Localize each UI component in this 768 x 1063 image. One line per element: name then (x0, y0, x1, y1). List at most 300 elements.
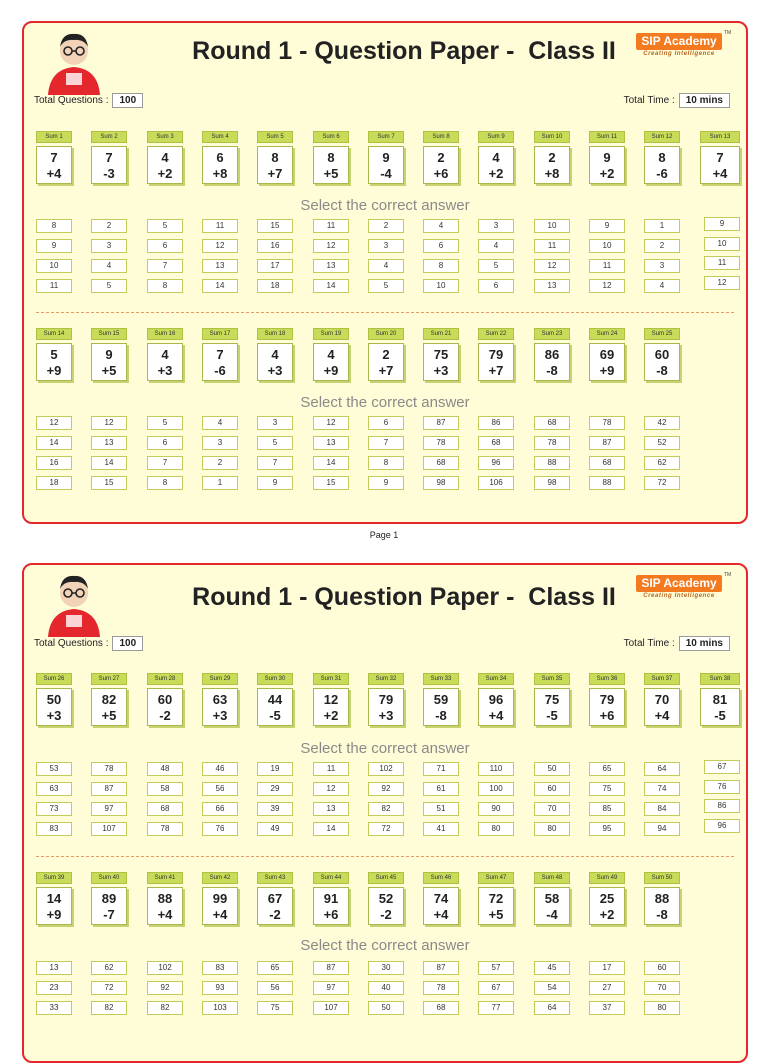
answer-option[interactable]: 3 (644, 259, 680, 273)
answer-option[interactable]: 10 (704, 237, 740, 251)
sum-label: Sum 13 (700, 131, 740, 143)
answer-option[interactable]: 23 (36, 981, 72, 995)
answer-option[interactable]: 7 (257, 456, 293, 470)
answer-option[interactable]: 14 (91, 456, 127, 470)
answer-option[interactable]: 9 (589, 219, 625, 233)
answer-option[interactable]: 72 (644, 476, 680, 490)
sum-first-number: 8 (271, 150, 279, 165)
answer-option[interactable]: 9 (36, 239, 72, 253)
answer-option[interactable]: 52 (644, 436, 680, 450)
answer-option[interactable]: 76 (202, 822, 238, 836)
sum-problem (368, 146, 404, 184)
sum-label: Sum 1 (36, 131, 72, 143)
answer-option[interactable]: 17 (589, 961, 625, 975)
answer-option[interactable]: 70 (534, 802, 570, 816)
sum-first-number: 60 (157, 692, 173, 707)
sum-operation: -5 (714, 708, 726, 723)
answer-option[interactable]: 13 (534, 279, 570, 293)
answer-option[interactable]: 9 (257, 476, 293, 490)
answer-option[interactable]: 50 (534, 762, 570, 776)
sum-problem (423, 146, 459, 184)
answer-option[interactable]: 68 (534, 416, 570, 430)
answer-option[interactable]: 56 (202, 782, 238, 796)
answer-option[interactable]: 5 (91, 279, 127, 293)
sum-operation: +2 (599, 907, 615, 922)
sum-card-2-6 (313, 328, 349, 381)
sum-operation: -4 (380, 166, 392, 181)
sum-label: Sum 12 (644, 131, 680, 143)
sum-problem (202, 343, 238, 381)
sum-problem (368, 688, 404, 726)
total-questions-value: 100 (112, 636, 143, 651)
sum-operation: +3 (267, 363, 283, 378)
answer-option[interactable]: 11 (534, 239, 570, 253)
answer-option[interactable]: 68 (478, 436, 514, 450)
sum-first-number: 4 (161, 347, 169, 362)
sum-card-2-11 (589, 328, 625, 381)
answer-option[interactable]: 80 (478, 822, 514, 836)
answer-option[interactable]: 8 (147, 476, 183, 490)
sum-first-number: 99 (212, 891, 228, 906)
answer-option[interactable]: 4 (91, 259, 127, 273)
answer-option[interactable]: 8 (423, 259, 459, 273)
answer-option[interactable]: 16 (257, 239, 293, 253)
sum-problem (91, 887, 127, 925)
answer-option[interactable]: 12 (313, 239, 349, 253)
sum-operation: -5 (269, 708, 281, 723)
sum-label: Sum 35 (534, 673, 570, 685)
logo-trademark: TM (724, 572, 732, 578)
sum-first-number: 6 (216, 150, 224, 165)
answer-option[interactable]: 87 (313, 961, 349, 975)
answer-option[interactable]: 7 (147, 456, 183, 470)
sum-label: Sum 50 (644, 872, 680, 884)
sum-card-1-10 (534, 131, 570, 184)
sum-label: Sum 32 (368, 673, 404, 685)
sum-label: Sum 43 (257, 872, 293, 884)
answer-option[interactable]: 29 (257, 782, 293, 796)
answer-option[interactable]: 92 (147, 981, 183, 995)
sum-operation: -2 (159, 708, 171, 723)
answer-option[interactable]: 83 (36, 822, 72, 836)
sum-first-number: 2 (437, 150, 445, 165)
answer-option[interactable]: 60 (644, 961, 680, 975)
answer-option[interactable]: 5 (147, 219, 183, 233)
answer-option[interactable]: 10 (589, 239, 625, 253)
total-questions (34, 636, 143, 651)
answer-option[interactable]: 45 (534, 961, 570, 975)
answer-option[interactable]: 12 (534, 259, 570, 273)
answer-option[interactable]: 78 (534, 436, 570, 450)
answer-option[interactable]: 17 (257, 259, 293, 273)
answer-option[interactable]: 27 (589, 981, 625, 995)
sum-problem (368, 887, 404, 925)
sum-card-1-9 (478, 131, 514, 184)
sum-problem (91, 688, 127, 726)
answer-option[interactable]: 18 (257, 279, 293, 293)
answer-option[interactable]: 76 (704, 780, 740, 794)
sum-operation: +5 (323, 166, 339, 181)
sum-first-number: 4 (327, 347, 335, 362)
sum-problem (644, 887, 680, 925)
answer-option[interactable]: 13 (202, 259, 238, 273)
answer-option[interactable]: 68 (423, 456, 459, 470)
answer-option[interactable]: 6 (368, 416, 404, 430)
answer-option[interactable]: 56 (257, 981, 293, 995)
answer-option[interactable]: 70 (644, 981, 680, 995)
answer-option[interactable]: 42 (644, 416, 680, 430)
sum-operation: +9 (323, 363, 339, 378)
sum-card-1-1 (36, 131, 72, 184)
sum-label: Sum 8 (423, 131, 459, 143)
answer-option[interactable]: 13 (313, 802, 349, 816)
sum-label: Sum 2 (91, 131, 127, 143)
answer-option[interactable]: 68 (423, 1001, 459, 1015)
answer-option[interactable]: 78 (423, 436, 459, 450)
sum-card-1-13 (700, 131, 740, 184)
answer-option[interactable]: 63 (36, 782, 72, 796)
answer-option[interactable]: 74 (644, 782, 680, 796)
answer-option[interactable]: 65 (589, 762, 625, 776)
sum-card-3-13 (700, 673, 740, 726)
answer-option[interactable]: 14 (313, 279, 349, 293)
answer-option[interactable]: 12 (91, 416, 127, 430)
answer-option[interactable]: 88 (589, 476, 625, 490)
answer-option[interactable]: 87 (423, 961, 459, 975)
answer-option[interactable]: 14 (202, 279, 238, 293)
answer-option[interactable]: 39 (257, 802, 293, 816)
answer-option[interactable]: 61 (423, 782, 459, 796)
answer-option[interactable]: 107 (91, 822, 127, 836)
answer-option[interactable]: 98 (534, 476, 570, 490)
sum-first-number: 12 (323, 692, 339, 707)
sum-card-4-1 (36, 872, 72, 925)
answer-option[interactable]: 60 (534, 782, 570, 796)
sum-label: Sum 20 (368, 328, 404, 340)
sum-label: Sum 39 (36, 872, 72, 884)
answer-option[interactable]: 67 (478, 981, 514, 995)
total-time-label: Total Time : (623, 638, 675, 649)
sum-label: Sum 23 (534, 328, 570, 340)
answer-option[interactable]: 102 (147, 961, 183, 975)
answer-option[interactable]: 2 (91, 219, 127, 233)
sum-label: Sum 47 (478, 872, 514, 884)
answer-option[interactable]: 102 (368, 762, 404, 776)
answer-option[interactable]: 82 (91, 1001, 127, 1015)
answer-option[interactable]: 10 (534, 219, 570, 233)
logo-tagline: Creating Intelligence (643, 51, 715, 57)
answer-option[interactable]: 87 (91, 782, 127, 796)
sum-problem (478, 688, 514, 726)
answer-option[interactable]: 3 (257, 416, 293, 430)
answer-option[interactable]: 4 (478, 239, 514, 253)
answer-option[interactable]: 75 (257, 1001, 293, 1015)
answer-option[interactable]: 80 (644, 1001, 680, 1015)
logo-name: SIP Academy (636, 33, 722, 50)
answer-option[interactable]: 8 (36, 219, 72, 233)
answer-option[interactable]: 96 (478, 456, 514, 470)
sum-first-number: 9 (105, 347, 113, 362)
sum-problem (368, 343, 404, 381)
answer-option[interactable]: 87 (589, 436, 625, 450)
answer-option[interactable]: 107 (313, 1001, 349, 1015)
answer-option[interactable]: 50 (368, 1001, 404, 1015)
answer-option[interactable]: 14 (36, 436, 72, 450)
answer-option[interactable]: 93 (202, 981, 238, 995)
answer-option[interactable]: 64 (534, 1001, 570, 1015)
answer-option[interactable]: 106 (478, 476, 514, 490)
answer-option[interactable]: 5 (478, 259, 514, 273)
answer-option[interactable]: 51 (423, 802, 459, 816)
answer-option[interactable]: 5 (257, 436, 293, 450)
answer-option[interactable]: 77 (478, 1001, 514, 1015)
sum-problem (589, 887, 625, 925)
answer-option[interactable]: 5 (368, 279, 404, 293)
answer-option[interactable]: 40 (368, 981, 404, 995)
answer-option[interactable]: 94 (644, 822, 680, 836)
answer-option[interactable]: 72 (368, 822, 404, 836)
sum-first-number: 8 (327, 150, 335, 165)
answer-option[interactable]: 1 (644, 219, 680, 233)
answer-option[interactable]: 6 (423, 239, 459, 253)
answer-option[interactable]: 95 (589, 822, 625, 836)
sum-first-number: 70 (654, 692, 670, 707)
sum-card-4-11 (589, 872, 625, 925)
sum-first-number: 2 (548, 150, 556, 165)
answer-option[interactable]: 98 (423, 476, 459, 490)
answer-option[interactable]: 37 (589, 1001, 625, 1015)
answer-option[interactable]: 88 (534, 456, 570, 470)
sum-card-2-10 (534, 328, 570, 381)
sum-operation: +2 (488, 166, 504, 181)
answer-option[interactable]: 11 (704, 256, 740, 270)
answer-option[interactable]: 14 (313, 822, 349, 836)
sum-operation: +8 (544, 166, 560, 181)
answer-option[interactable]: 4 (202, 416, 238, 430)
answer-option[interactable]: 78 (147, 822, 183, 836)
answer-option[interactable]: 97 (91, 802, 127, 816)
sum-operation: -2 (269, 907, 281, 922)
answer-option[interactable]: 92 (368, 782, 404, 796)
answer-option[interactable]: 3 (91, 239, 127, 253)
answer-option[interactable]: 3 (478, 219, 514, 233)
answer-option[interactable]: 3 (368, 239, 404, 253)
answer-option[interactable]: 13 (36, 961, 72, 975)
answer-option[interactable]: 11 (313, 762, 349, 776)
answer-option[interactable]: 110 (478, 762, 514, 776)
answer-option[interactable]: 6 (147, 239, 183, 253)
answer-option[interactable]: 96 (704, 819, 740, 833)
answer-option[interactable]: 11 (202, 219, 238, 233)
answer-option[interactable]: 10 (423, 279, 459, 293)
answer-option[interactable]: 18 (36, 476, 72, 490)
answer-option[interactable]: 68 (589, 456, 625, 470)
answer-option[interactable]: 7 (147, 259, 183, 273)
answer-option[interactable]: 12 (589, 279, 625, 293)
sum-first-number: 7 (105, 150, 113, 165)
answer-option[interactable]: 68 (147, 802, 183, 816)
answer-option[interactable]: 33 (36, 1001, 72, 1015)
sum-problem (36, 343, 72, 381)
answer-option[interactable]: 62 (91, 961, 127, 975)
answer-option[interactable]: 2 (644, 239, 680, 253)
answer-option[interactable]: 5 (147, 416, 183, 430)
sum-operation: +2 (157, 166, 173, 181)
answer-option[interactable]: 12 (202, 239, 238, 253)
sum-label: Sum 46 (423, 872, 459, 884)
sum-operation: +8 (212, 166, 228, 181)
answer-option[interactable]: 87 (423, 416, 459, 430)
sum-problem (147, 146, 183, 184)
section-divider (36, 312, 734, 313)
sum-first-number: 82 (101, 692, 117, 707)
sum-problem (478, 887, 514, 925)
answer-option[interactable]: 72 (91, 981, 127, 995)
sum-label: Sum 27 (91, 673, 127, 685)
answer-option[interactable]: 9 (704, 217, 740, 231)
answer-option[interactable]: 57 (478, 961, 514, 975)
answer-option[interactable]: 85 (589, 802, 625, 816)
answer-option[interactable]: 6 (147, 436, 183, 450)
answer-option[interactable]: 54 (534, 981, 570, 995)
sum-card-1-8 (423, 131, 459, 184)
answer-option[interactable]: 7 (368, 436, 404, 450)
sum-first-number: 7 (216, 347, 224, 362)
select-answer-heading: Select the correct answer (300, 197, 470, 214)
section-divider (36, 856, 734, 857)
total-time-value: 10 mins (679, 636, 730, 651)
answer-option[interactable]: 83 (202, 961, 238, 975)
answer-option[interactable]: 86 (478, 416, 514, 430)
sum-label: Sum 5 (257, 131, 293, 143)
answer-option[interactable]: 1 (202, 476, 238, 490)
sum-label: Sum 11 (589, 131, 625, 143)
answer-option[interactable]: 71 (423, 762, 459, 776)
answer-option[interactable]: 66 (202, 802, 238, 816)
answer-option[interactable]: 48 (147, 762, 183, 776)
answer-option[interactable]: 49 (257, 822, 293, 836)
answer-option[interactable]: 67 (704, 760, 740, 774)
answer-option[interactable]: 13 (91, 436, 127, 450)
answer-option[interactable]: 62 (644, 456, 680, 470)
mascot-icon (38, 567, 110, 637)
answer-option[interactable]: 46 (202, 762, 238, 776)
answer-option[interactable]: 2 (368, 219, 404, 233)
answer-option[interactable]: 12 (704, 276, 740, 290)
answer-option[interactable]: 6 (478, 279, 514, 293)
sum-problem (589, 688, 625, 726)
sum-card-1-4 (202, 131, 238, 184)
answer-option[interactable]: 12 (36, 416, 72, 430)
answer-option[interactable]: 30 (368, 961, 404, 975)
answer-option[interactable]: 64 (644, 762, 680, 776)
answer-option[interactable]: 12 (313, 416, 349, 430)
answer-option[interactable]: 4 (423, 219, 459, 233)
answer-option[interactable]: 41 (423, 822, 459, 836)
answer-option[interactable]: 11 (313, 219, 349, 233)
sum-first-number: 75 (433, 347, 449, 362)
answer-option[interactable]: 53 (36, 762, 72, 776)
answer-option[interactable]: 9 (368, 476, 404, 490)
total-questions-label: Total Questions : (34, 95, 109, 106)
sum-operation: +6 (323, 907, 339, 922)
answer-option[interactable]: 82 (147, 1001, 183, 1015)
total-time-value: 10 mins (679, 93, 730, 108)
sum-label: Sum 42 (202, 872, 238, 884)
sum-card-2-5 (257, 328, 293, 381)
sum-operation: +4 (488, 708, 504, 723)
answer-option[interactable]: 80 (534, 822, 570, 836)
sum-first-number: 8 (658, 150, 666, 165)
answer-option[interactable]: 100 (478, 782, 514, 796)
sum-first-number: 88 (157, 891, 173, 906)
answer-option[interactable]: 8 (147, 279, 183, 293)
answer-option[interactable]: 58 (147, 782, 183, 796)
logo-name: SIP Academy (636, 575, 722, 592)
answer-option[interactable]: 86 (704, 799, 740, 813)
sum-problem (478, 146, 514, 184)
answer-option[interactable]: 10 (36, 259, 72, 273)
answer-option[interactable]: 84 (644, 802, 680, 816)
answer-option[interactable]: 78 (423, 981, 459, 995)
total-questions-label: Total Questions : (34, 638, 109, 649)
sum-first-number: 9 (382, 150, 390, 165)
answer-option[interactable]: 15 (91, 476, 127, 490)
answer-option[interactable]: 11 (36, 279, 72, 293)
sum-label: Sum 10 (534, 131, 570, 143)
answer-option[interactable]: 97 (313, 981, 349, 995)
answer-option[interactable]: 65 (257, 961, 293, 975)
answer-option[interactable]: 2 (202, 456, 238, 470)
sum-card-1-6 (313, 131, 349, 184)
logo-trademark: TM (724, 30, 732, 36)
answer-option[interactable]: 16 (36, 456, 72, 470)
sum-first-number: 67 (267, 891, 283, 906)
answer-option[interactable]: 19 (257, 762, 293, 776)
sum-first-number: 44 (267, 692, 283, 707)
sum-problem (257, 887, 293, 925)
sum-card-4-5 (257, 872, 293, 925)
answer-option[interactable]: 4 (644, 279, 680, 293)
answer-option[interactable]: 15 (257, 219, 293, 233)
answer-option[interactable]: 78 (589, 416, 625, 430)
answer-option[interactable]: 75 (589, 782, 625, 796)
answer-option[interactable]: 13 (313, 436, 349, 450)
answer-option[interactable]: 103 (202, 1001, 238, 1015)
sum-problem (423, 343, 459, 381)
answer-option[interactable]: 4 (368, 259, 404, 273)
sum-problem (257, 146, 293, 184)
question-paper-page-2 (22, 563, 748, 1063)
page-title: Round 1 - Question Paper - Class II (192, 37, 616, 65)
logo-tagline: Creating Intelligence (643, 593, 715, 599)
answer-option[interactable]: 12 (313, 782, 349, 796)
sum-card-3-5 (257, 673, 293, 726)
answer-option[interactable]: 11 (589, 259, 625, 273)
sum-first-number: 79 (488, 347, 504, 362)
answer-option[interactable]: 90 (478, 802, 514, 816)
answer-option[interactable]: 3 (202, 436, 238, 450)
answer-option[interactable]: 73 (36, 802, 72, 816)
answer-option[interactable]: 8 (368, 456, 404, 470)
answer-option[interactable]: 14 (313, 456, 349, 470)
answer-option[interactable]: 78 (91, 762, 127, 776)
sum-problem (644, 343, 680, 381)
page-number: Page 1 (369, 530, 399, 540)
answer-option[interactable]: 15 (313, 476, 349, 490)
answer-option[interactable]: 13 (313, 259, 349, 273)
answer-option[interactable]: 82 (368, 802, 404, 816)
